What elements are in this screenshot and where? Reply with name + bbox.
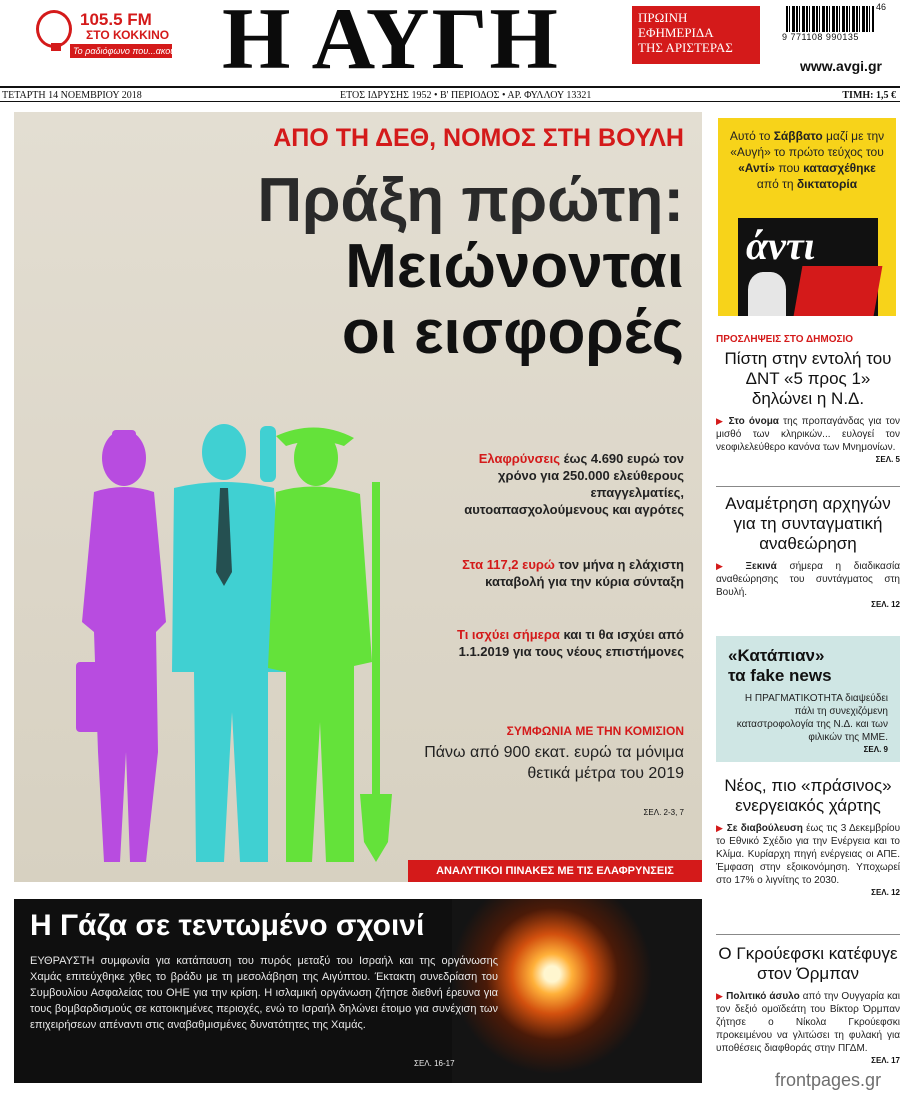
story-gruevski[interactable] <box>716 944 900 1065</box>
story-text: από την Ουγγαρία και τον δεξιό ομοϊδεάτη του Βίκτορ Όρμπαν ζήτησε ο Νίκολα Γκρούεφσκι προκειμένου να γλιτώσει τη φυλακή για υποθέσεις διαφθοράς στην ΠΓΔΜ. <box>716 991 900 1054</box>
tagline-line: ΤΗΣ ΑΡΙΣΤΕΡΑΣ <box>638 40 733 55</box>
story-label: ΠΡΟΣΛΗΨΕΙΣ ΣΤΟ ΔΗΜΟΣΙΟ <box>716 334 854 345</box>
issue-date: ΤΕΤΑΡΤΗ 14 ΝΟΕΜΒΡΙΟΥ 2018 <box>2 90 142 101</box>
founding-info: ΕΤΟΣ ΙΔΡΥΣΗΣ 1952 • Β' ΠΕΡΙΟΔΟΣ • ΑΡ. ΦΥΛΛΟΥ 13321 <box>340 90 592 101</box>
headline-line: οι εισφορές <box>341 298 684 367</box>
tagline-line: ΠΡΩΙΝΗ <box>638 10 688 25</box>
story-headline: Αναμέτρηση αρχηγών για τη συνταγματική αναθεώρηση <box>725 494 891 553</box>
story-text: σήμερα η διαδικασία αναθεώρησης του συντάγματος στη Βουλή. <box>716 561 900 598</box>
page-reference: ΣΕΛ. 17 <box>871 1056 900 1065</box>
headline-line: Μειώνονται <box>345 232 684 301</box>
triangle-bullet-icon: ▶ <box>716 823 724 833</box>
story-headline: Νέος, πιο «πράσινος» ενεργειακός χάρτης <box>724 776 892 815</box>
radio-frequency: 105.5 FM <box>80 10 152 29</box>
story-constitution[interactable] <box>716 494 900 609</box>
page-reference: ΣΕΛ. 5 <box>875 455 900 464</box>
triangle-bullet-icon: ▶ <box>716 561 733 571</box>
headline-line: Πράξη πρώτη: <box>257 166 684 235</box>
story-headline: Πίστη στην εντολή του ΔΝΤ «5 προς 1» δηλώνει η Ν.Δ. <box>724 349 892 408</box>
radio-name: ΣΤΟ ΚΟΚΚΙΝΟ <box>86 28 170 42</box>
lead-point <box>444 556 684 590</box>
story-headline: Ο Γκρούεφσκι κατέφυγε στον Όρμπαν <box>718 944 898 983</box>
story-body: Η ΠΡΑΓΜΑΤΙΚΟΤΗΤΑ διαψεύδει πάλι τη συνεχιζόμενη καταστροφολογία της Ν.Δ. και των φιλικών της ΜΜΕ. <box>736 693 888 743</box>
page-reference: ΣΕΛ. 9 <box>863 745 888 754</box>
promo-text-part: Αυτό το <box>729 129 774 143</box>
anti-promo[interactable] <box>718 118 896 316</box>
anti-logo: άντι <box>746 223 815 268</box>
story-lead: Ξεκινά <box>745 561 777 572</box>
divider <box>716 934 900 935</box>
businessman-silhouette <box>172 424 286 862</box>
barcode-number: 9 771108 990135 <box>782 32 859 42</box>
website-link[interactable]: www.avgi.gr <box>800 58 882 74</box>
farmer-silhouette <box>268 427 392 862</box>
gaza-headline: Η Γάζα σε τεντωμένο σχοινί <box>30 909 425 942</box>
headline-line: «Κατάπιαν» <box>728 646 825 665</box>
headline-line: τα fake news <box>728 666 832 685</box>
point-text: έως 4.690 ευρώ τον χρόνο για 250.000 ελεύθερους επαγγελματίες, αυτοαπασχολούμενους και αγρότες <box>464 451 684 517</box>
story-lead: Πολιτικό άσυλο <box>726 991 800 1002</box>
story-hiring[interactable] <box>716 334 900 464</box>
divider <box>716 486 900 487</box>
promo-text-bold: κατασχέθηκε <box>803 161 876 175</box>
point-highlight: Ελαφρύνσεις <box>478 451 561 466</box>
woman-silhouette <box>76 430 166 862</box>
lead-point <box>444 450 684 518</box>
workers-silhouettes-illustration <box>54 422 414 872</box>
story-headline <box>728 646 888 686</box>
promo-text-part: που <box>775 161 804 175</box>
fake-news-box[interactable] <box>716 636 900 762</box>
point-highlight: Τι ισχύει σήμερα <box>456 627 560 642</box>
tagline-line: ΕΦΗΜΕΡΙΔΑ <box>638 25 714 40</box>
barcode <box>780 2 898 44</box>
story-lead: Σε διαβούλευση <box>726 823 803 834</box>
gaza-body: ΕΥΘΡΑΥΣΤΗ συμφωνία για κατάπαυση του πυρός μεταξύ του Ισραήλ και της οργάνωσης Χαμάς επιτεύχθηκε χθες το βράδυ με τη μεσολάβηση της Αιγύπτου. Έκτακτη συνεδρίαση του Συμβουλίου Ασφαλείας του ΟΗΕ για την κρίση. Η ισλαμική οργάνωση ζήτησε διεθνή έρευνα για τους βομβαρδισμούς σε κατοικημένες περιοχές, ενώ το Ισραήλ δηλώνει έτοιμο για συνέχιση των επιχειρήσεων απέναντι στις αναβαθμισμένες δυνατότητες της Χαμάς. <box>30 955 498 1031</box>
story-body <box>716 560 900 599</box>
issue-code: 46 <box>876 2 887 12</box>
page-reference: ΣΕΛ. 2-3, 7 <box>643 808 684 817</box>
tagline <box>632 6 760 64</box>
cover-figure <box>748 272 786 316</box>
story-text: της προπαγάνδας για τον μισθό των κληρικών... ευλογεί τον νεοφιλελεύθερο κανόνα των Μνημονίων. <box>716 416 900 453</box>
promo-text-bold: «Αντί» <box>738 161 776 175</box>
tables-banner[interactable]: ΑΝΑΛΥΤΙΚΟΙ ΠΙΝΑΚΕΣ ΜΕ ΤΙΣ ΕΛΑΦΡΥΝΣΕΙΣ <box>408 860 702 882</box>
page-reference: ΣΕΛ. 12 <box>871 600 900 609</box>
promo-text <box>726 128 888 192</box>
lead-story[interactable] <box>14 112 702 882</box>
story-lead: Στο όνομα <box>728 416 779 427</box>
page-reference: ΣΕΛ. 12 <box>871 888 900 897</box>
radio-slogan: Το ραδιόφωνο που...ακούει! <box>70 44 172 58</box>
point-text: τον μήνα η ελάχιστη καταβολή για την κύρια σύνταξη <box>485 557 684 589</box>
radio-ad[interactable] <box>30 6 184 60</box>
watermark: frontpages.gr <box>775 1070 882 1090</box>
page-reference: ΣΕΛ. 16-17 <box>414 1059 455 1068</box>
newspaper-logo[interactable]: Η ΑΥΓΗ <box>222 0 560 88</box>
story-body <box>716 990 900 1055</box>
lead-headline <box>257 168 684 366</box>
anti-magazine-cover <box>738 218 878 316</box>
story-body <box>716 415 900 454</box>
story-text: έως τις 3 Δεκεμβρίου το Εθνικό Σχέδιο για την Ενέργεια και το Κλίμα. Κυρίαρχη πηγή ενέργειας οι ΑΠΕ. Έμφαση στην εξοικονόμηση. Υποχωρεί στο 17% ο λιγνίτης το 2030. <box>716 823 900 886</box>
promo-text-bold: Σάββατο <box>773 129 823 143</box>
story-energy[interactable] <box>716 776 900 897</box>
story-body <box>716 822 900 887</box>
point-text: και τι θα ισχύει από 1.1.2019 για τους νέους επιστήμονες <box>458 627 684 659</box>
promo-text-part: μαζί με την «Αυγή» το πρώτο τεύχος του <box>730 129 885 159</box>
masthead <box>0 0 900 86</box>
lead-kicker: ΑΠΟ ΤΗ ΔΕΘ, ΝΟΜΟΣ ΣΤΗ ΒΟΥΛΗ <box>273 124 684 152</box>
agreement-text: Πάνω από 900 εκατ. ευρώ τα μόνιμα θετικά μέτρα του 2019 <box>424 744 684 782</box>
gaza-story[interactable] <box>14 899 702 1083</box>
triangle-bullet-icon: ▶ <box>716 416 725 426</box>
lightbulb-icon <box>36 10 72 48</box>
triangle-bullet-icon: ▶ <box>716 991 724 1001</box>
cover-stripe <box>794 266 883 316</box>
barcode-bars <box>786 6 874 32</box>
agreement-label: ΣΥΜΦΩΝΙΑ ΜΕ ΤΗΝ ΚΟΜΙΣΙΟΝ <box>506 724 684 738</box>
point-highlight: Στα 117,2 ευρώ <box>462 557 555 572</box>
promo-text-bold: δικτατορία <box>796 177 858 191</box>
price: ΤΙΜΗ: 1,5 € <box>842 90 896 101</box>
lead-point <box>424 626 684 660</box>
promo-text-part: από τη <box>756 177 797 191</box>
dateline <box>0 86 900 102</box>
